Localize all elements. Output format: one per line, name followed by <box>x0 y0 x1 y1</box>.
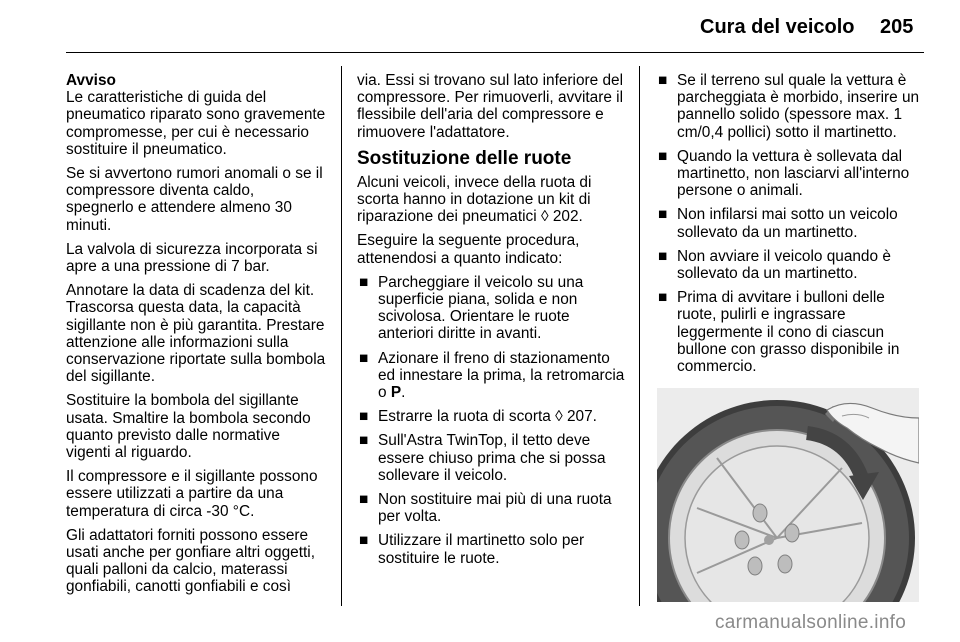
paragraph: Se si avvertono rumori anomali o se il compressore diventa caldo, spegnerlo e attendere almeno 30 minuti. <box>66 165 323 234</box>
bullet-icon: ■ <box>359 273 369 291</box>
reference-icon[interactable]: ◊ <box>540 208 549 226</box>
list-item-text: Non infilarsi mai sotto un veicolo sollevato da un martinetto. <box>677 206 898 241</box>
column-3 <box>656 72 922 382</box>
paragraph: La valvola di sicurezza incorporata si apre a una pressione di 7 bar. <box>66 240 318 276</box>
list-item <box>656 289 922 375</box>
paragraph: via. Essi si trovano sul lato inferiore del compressore. Per rimuoverli, avvitare il flessibile dell'aria del compressore e rimuovere l'adattatore. <box>357 72 624 141</box>
bullet-icon: ■ <box>658 289 668 307</box>
list-item <box>656 248 922 282</box>
list-item-text: Parcheggiare il veicolo su una superficie piana, solida e non scivolosa. Orientare le ruote anteriori diritte in avanti. <box>378 273 584 343</box>
notice-heading: Avviso <box>66 72 116 89</box>
list-item <box>357 432 625 484</box>
paragraph: Le caratteristiche di guida del pneumatico riparato sono gravemente compromesse, per cui è necessario sostituire il pneumatico. <box>66 89 326 158</box>
paragraph: Gli adattatori forniti possono essere usati anche per gonfiare altri oggetti, quali palloni da calcio, materassi gonfiabili, canotti gonfiabili e così <box>66 526 315 596</box>
list-item-text: Utilizzare il martinetto solo per sostituire le ruote. <box>378 532 585 567</box>
gear-letter: P <box>390 384 402 402</box>
intro-text: Alcuni veicoli, invece della ruota di scorta hanno in dotazione un kit di riparazione dei pneumatici <box>357 173 592 226</box>
bullet-icon: ■ <box>359 408 369 426</box>
list-item <box>656 72 922 141</box>
wheel-cover-removal-icon <box>657 388 919 602</box>
page-number: 205 <box>880 16 914 38</box>
bullet-icon: ■ <box>359 432 369 450</box>
section-title: Sostituzione delle ruote <box>357 147 572 169</box>
page-title: Cura del veicolo <box>700 16 855 38</box>
wheel-cover-illustration <box>657 388 919 602</box>
list-item-text: Azionare il freno di stazionamento ed innestare la prima, la retromarcia o <box>378 349 625 402</box>
list-item-text: Prima di avvitare i bulloni delle ruote, pulirli e ingrassare leggermente il cono di ciascun bullone con grasso disponibile in commercio. <box>677 289 900 376</box>
list-item <box>656 206 922 240</box>
list-item <box>357 274 625 343</box>
list-item-text: Non avviare il veicolo quando è sollevato da un martinetto. <box>677 247 891 283</box>
list-item-tail: . <box>401 384 406 402</box>
list-item-text: Non sostituire mai più di una ruota per volta. <box>378 491 612 526</box>
bullet-icon: ■ <box>359 491 369 509</box>
bullet-icon: ■ <box>359 349 369 367</box>
list-item <box>357 491 625 525</box>
list-item-text: Estrarre la ruota di scorta <box>378 408 551 426</box>
bullet-icon: ■ <box>658 247 668 265</box>
list-item <box>357 408 625 425</box>
paragraph: Annotare la data di scadenza del kit. Trascorsa questa data, la capacità sigillante non è più garantita. Prestare attenzione alle informazioni sulla conservazione riportate sulla bombola del sigillante. <box>66 282 326 386</box>
bullet-icon: ■ <box>359 532 369 550</box>
watermark: carmanualsonline.info <box>715 612 907 633</box>
bullet-icon: ■ <box>658 147 668 165</box>
paragraph <box>357 174 625 226</box>
reference-page[interactable]: 207. <box>566 408 597 426</box>
list-item <box>357 532 625 566</box>
column-divider <box>639 66 640 606</box>
list-item <box>656 148 922 200</box>
paragraph: Il compressore e il sigillante possono essere utilizzati a partire da una temperatura di circa -30 °C. <box>66 468 318 520</box>
reference-icon[interactable]: ◊ <box>555 408 563 426</box>
reference-page[interactable]: 202. <box>552 208 583 226</box>
header-divider <box>66 52 924 53</box>
bullet-icon: ■ <box>658 72 668 89</box>
paragraph: Eseguire la seguente procedura, attenendosi a quanto indicato: <box>357 232 580 267</box>
list-item-text: Sull'Astra TwinTop, il tetto deve essere chiuso prima che si possa sollevare il veicolo. <box>378 432 606 484</box>
column-divider <box>341 66 342 606</box>
list-item-text: Se il terreno sul quale la vettura è parcheggiata è morbido, inserire un pannello solido (spessore max. 1 cm/0,4 pollici) sotto il martinetto. <box>677 72 920 141</box>
column-1 <box>66 72 326 603</box>
column-2 <box>357 72 625 574</box>
bullet-icon: ■ <box>658 206 668 224</box>
list-item <box>357 350 625 402</box>
paragraph: Sostituire la bombola del sigillante usata. Smaltire la bombola secondo quanto previsto dalle normative vigenti al riguardo. <box>66 392 311 462</box>
list-item-text: Quando la vettura è sollevata dal martinetto, non lasciarvi all'interno persone o animali. <box>677 147 910 200</box>
